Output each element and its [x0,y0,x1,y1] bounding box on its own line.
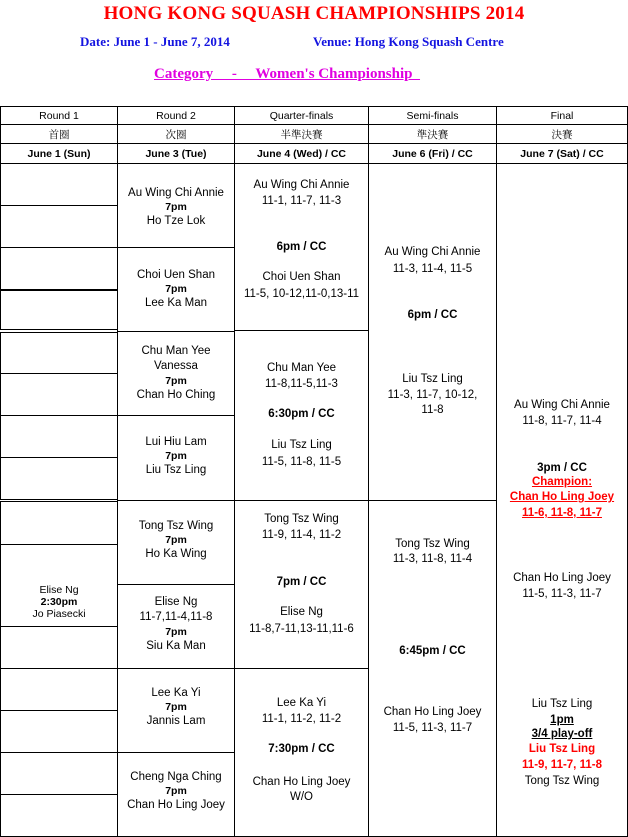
qf-score: 11-8,11-5,11-3 [265,378,338,390]
r2-player: Au Wing Chi Annie [128,187,224,199]
col-semi-date: June 6 (Fri) / CC [368,143,497,164]
r2-score: 11-7,11-4,11-8 [139,611,213,623]
playoff-player: Liu Tsz Ling [531,698,593,710]
col-round-2-chinese: 次圈 [117,124,235,144]
r2-time: 7pm [165,201,187,213]
sf-winner: Liu Tsz Ling [402,373,463,385]
r1-slot [0,794,118,837]
col-final: Final [496,106,628,125]
r2-player: Tong Tsz Wing [138,520,214,532]
sf-score: 11-5, 11-3, 11-7 [392,722,473,734]
r2-player: Chan Ho Ling Joey [127,799,225,811]
qf-winner: Chu Man Yee [266,362,337,374]
final-time: 3pm / CC [537,462,587,474]
r2-player: Ho Tze Lok [146,215,206,227]
qf-winner: Tong Tsz Wing [264,513,339,525]
r2-player: Vanessa [154,360,198,372]
qf-winner: Elise Ng [280,606,323,618]
qf-score: 11-8,7-11,13-11,11-6 [249,623,354,635]
sf-score: 11-3, 11-4, 11-5 [392,263,473,275]
col-quarter-date: June 4 (Wed) / CC [234,143,369,164]
playoff-winner: Liu Tsz Ling [528,743,596,755]
r2-player: Lee Ka Yi [151,687,201,699]
final-finalist: Au Wing Chi Annie [514,399,610,411]
r2-time: 7pm [165,785,187,797]
r1-slot [0,163,118,206]
qf-score: W/O [290,791,313,803]
qf-time: 6pm / CC [276,241,327,253]
sf-score: 11-3, 11-7, 10-12, [387,389,478,401]
sf-winner: Chan Ho Ling Joey [383,706,482,718]
col-round-1-chinese: 首圈 [0,124,118,144]
col-final-chinese: 決賽 [496,124,628,144]
qf-score: 11-5, 11-8, 11-5 [261,456,342,468]
r2-player: Lee Ka Man [144,297,207,309]
col-round-1: Round 1 [0,106,118,125]
qf-winner: Choi Uen Shan [262,271,341,283]
champion-label: Champion: [531,476,593,488]
qf-winner: Chan Ho Ling Joey [252,776,351,788]
r2-player: Liu Tsz Ling [145,464,207,476]
r1-time: 2:30pm [40,596,78,608]
r2-player: Elise Ng [154,596,198,608]
playoff-player: Tong Tsz Wing [524,775,600,787]
r2-player: Jannis Lam [146,715,206,727]
event-venue: Venue: Hong Kong Squash Centre [313,34,504,49]
r1-slot [0,457,118,500]
r2-time: 7pm [165,450,187,462]
r2-player: Chu Man Yee [141,345,211,357]
page-title: HONG KONG SQUASH CHAMPIONSHIPS 2014 [103,3,525,24]
final-finalist: Chan Ho Ling Joey [513,572,611,584]
playoff-score: 11-9, 11-7, 11-8 [522,759,602,771]
r1-slot [0,247,118,290]
playoff-time: 1pm [550,714,574,726]
qf-score: 11-9, 11-4, 11-2 [261,529,342,541]
col-quarter-chinese: 半準決賽 [234,124,369,144]
r2-player: Choi Uen Shan [137,269,215,281]
champion-score: 11-6, 11-8, 11-7 [522,507,602,519]
r1-slot [0,668,118,711]
sf-winner: Tong Tsz Wing [395,538,470,550]
col-final-date: June 7 (Sat) / CC [496,143,628,164]
r2-time: 7pm [165,534,187,546]
col-quarter-finals: Quarter-finals [234,106,369,125]
r2-time: 7pm [165,375,187,387]
event-date: Date: June 1 - June 7, 2014 [80,34,230,49]
col-semi-chinese: 準決賽 [368,124,497,144]
r1-slot [0,332,118,374]
r1-slot [0,626,118,669]
qf-time: 6:30pm / CC [268,408,335,420]
r2-player: Chan Ho Ching [136,389,216,401]
r1-slot [0,501,118,545]
r1-player-2: Jo Piasecki [32,608,86,620]
playoff-label: 3/4 play-off [531,728,593,740]
qf-score: 11-1, 11-7, 11-3 [261,195,342,207]
col-round-1-date: June 1 (Sun) [0,143,118,164]
sf-winner: Au Wing Chi Annie [384,246,481,258]
r1-player-1: Elise Ng [39,584,79,596]
r1-slot [0,373,118,416]
qf-winner: Lee Ka Yi [276,697,327,709]
sf-time: 6:45pm / CC [399,645,466,657]
final-score: 11-5, 11-3, 11-7 [522,588,602,600]
champion-name: Chan Ho Ling Joey [509,491,615,503]
draw-table [0,106,628,837]
col-semi-finals: Semi-finals [368,106,497,125]
r2-time: 7pm [165,283,187,295]
r1-slot [0,752,118,795]
r2-player: Siu Ka Man [146,640,206,652]
r2-player: Ho Ka Wing [145,548,207,560]
sf-time: 6pm / CC [407,309,458,321]
col-round-2: Round 2 [117,106,235,125]
r1-slot [0,205,118,248]
r2-player: Lui Hiu Lam [145,436,207,448]
r2-time: 7pm [165,626,187,638]
r1-slot [0,290,118,330]
sf-score: 11-3, 11-8, 11-4 [392,553,473,565]
qf-winner: Au Wing Chi Annie [253,179,350,191]
qf-score: 11-1, 11-2, 11-2 [261,713,342,725]
event-category: Category - Women's Championship [154,66,421,82]
col-round-2-date: June 3 (Tue) [117,143,235,164]
qf-time: 7:30pm / CC [268,743,335,755]
qf-score: 11-5, 10-12,11-0,13-11 [243,288,360,300]
r2-player: Cheng Nga Ching [130,771,222,783]
sf-match-1 [368,163,497,501]
r1-slot [0,710,118,753]
final-score: 11-8, 11-7, 11-4 [522,415,602,427]
qf-time: 7pm / CC [276,576,327,588]
r2-time: 7pm [165,701,187,713]
r1-slot [0,415,118,458]
sf-score: 11-8 [421,404,444,416]
qf-winner: Liu Tsz Ling [271,439,332,451]
